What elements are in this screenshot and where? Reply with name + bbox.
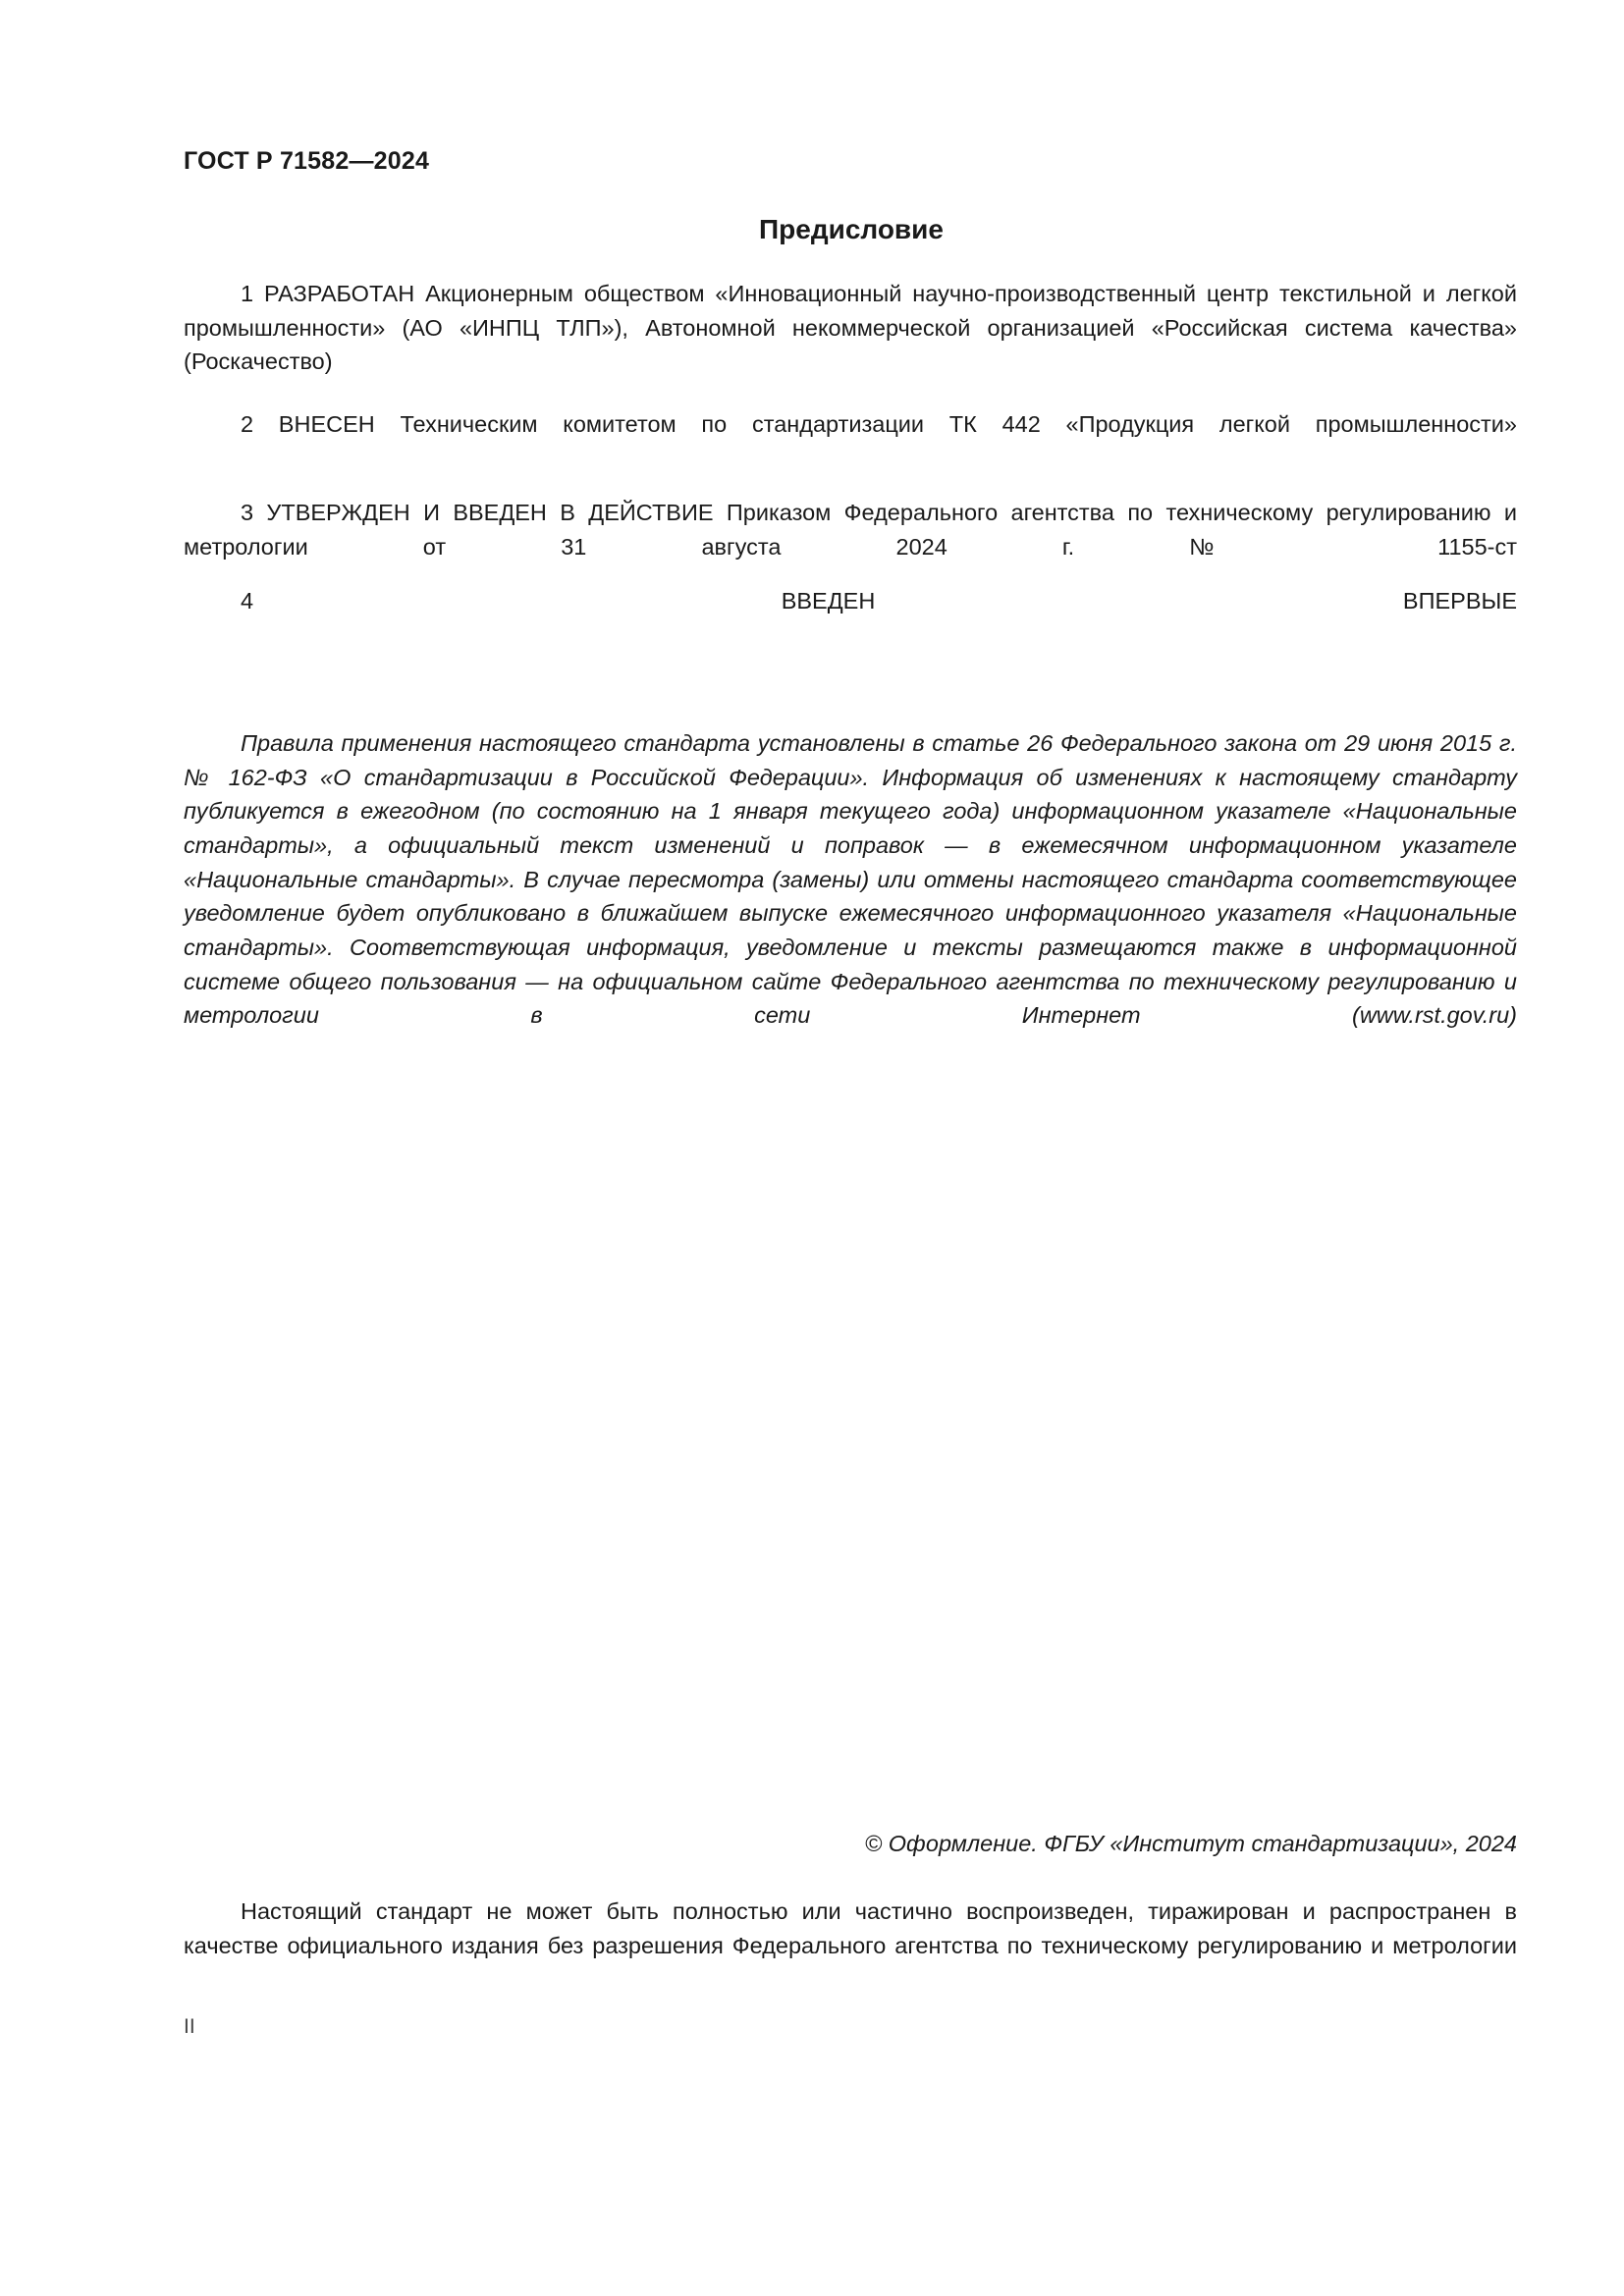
application-rules-note [184,726,1517,1067]
clause-2-text: 2 ВНЕСЕН Техническим комитетом по стандартизации ТК 442 «Продукция легкой промышленности» [241,411,1517,437]
clause-1 [184,277,1517,412]
clause-4-text: 4 ВВЕДЕН ВПЕРВЫЕ [241,588,1517,614]
clause-2 [184,407,1517,475]
page-content [184,0,1519,2296]
clause-3 [184,496,1517,598]
application-rules-text: Правила применения настоящего стандарта установлены в статье 26 Федерального закона от 29 июня 2015 г. № 162-ФЗ «О стандартизации в Российской Федерации». Информация об изменениях к настоящему стандарту публикуется в ежегодном (по состоянию на 1 января текущего года) информационном указателе «Национальные стандарты», а официальный текст изменений и поправок — в ежемесячном информационном указателе «Национальные стандарты». В случае пересмотра (замены) или отмены настоящего стандарта соответствующее уведомление будет опубликовано в ближайшем выпуске ежемесячного информационного указателя «Национальные стандарты». Соответствующая информация, уведомление и тексты размещаются также в информационной системе общего пользования — на официальном сайте Федерального агентства по техническому регулированию и метрологии в сети Интернет (www.rst.gov.ru) [184,730,1517,1029]
page-title: Предисловие [759,214,944,244]
reproduction-note-text: Настоящий стандарт не может быть полностью или частично воспроизведен, тиражирован и распространен в качестве официального издания без разрешения Федерального агентства по техническому регулированию и метрологии [184,1898,1517,1958]
clause-1-text: 1 РАЗРАБОТАН Акционерным обществом «Инновационный научно-производственный центр текстильной и легкой промышленности» (АО «ИНПЦ ТЛП»), Автономной некоммерческой организацией «Российская система качества» (Роскачество) [184,281,1517,375]
reproduction-note [184,1895,1517,1997]
clause-4 [184,584,1517,652]
copyright-line: © Оформление. ФГБУ «Институт стандартизации», 2024 [864,1831,1517,1856]
clause-3-text: 3 УТВЕРЖДЕН И ВВЕДЕН В ДЕЙСТВИЕ Приказом Федерального агентства по техническому регулированию и метрологии от 31 августа 2024 г. № 1155-ст [184,500,1517,560]
page-number: II [184,2015,195,2038]
standard-number-header: ГОСТ Р 71582—2024 [184,147,430,175]
